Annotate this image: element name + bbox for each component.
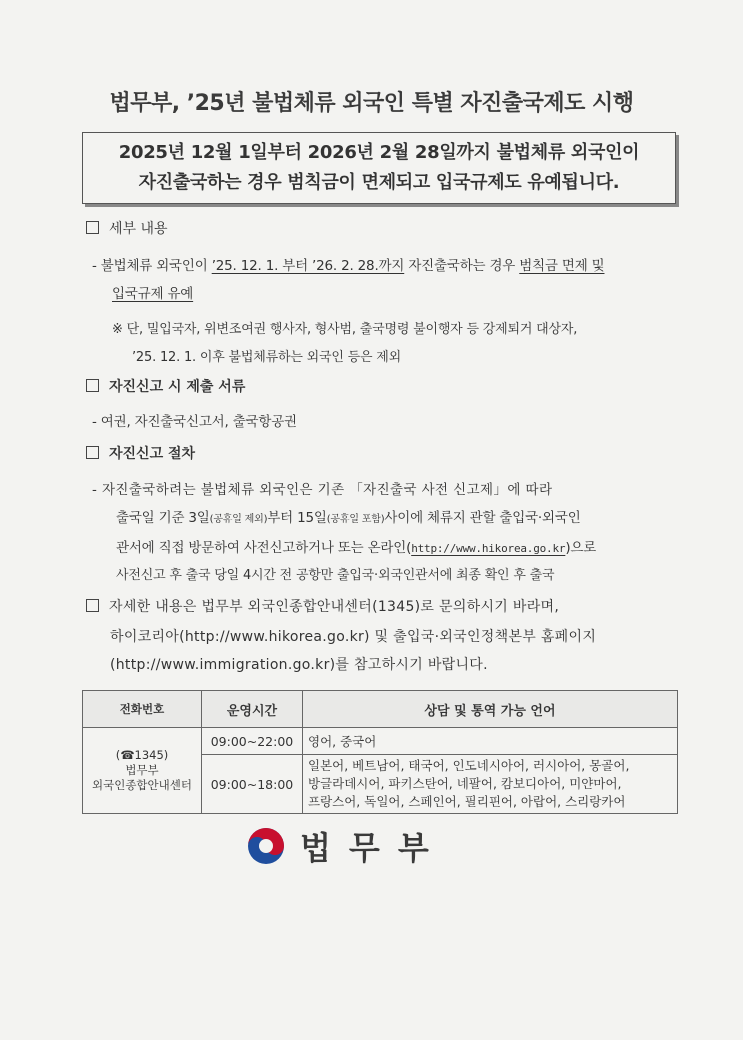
procedure-text: 사이에 체류지 관할 출입국·외국인 [384, 510, 581, 526]
section-heading-text: 자진신고 시 제출 서류 [109, 379, 246, 395]
section-details-heading [86, 218, 168, 238]
header-hours: 운영시간 [202, 691, 303, 728]
procedure-note: (공휴일 제외) [209, 514, 268, 525]
details-benefit-1: 범칙금 면제 및 [519, 258, 605, 274]
summary-line-1: 2025년 12월 1일부터 2026년 2월 28일까지 불법체류 외국인이 [118, 142, 640, 163]
phone-cell [83, 728, 202, 814]
document-title: 법무부, ’25년 불법체류 외국인 특별 자진출국제도 시행 [109, 91, 634, 116]
contact-text: 자세한 내용은 법무부 외국인종합안내센터(1345)로 문의하시기 바라며, [109, 599, 560, 615]
details-note-2: ’25. 12. 1. 이후 불법체류하는 외국인 등은 제외 [132, 350, 401, 365]
summary-box [82, 132, 676, 204]
section-heading-text: 세부 내용 [109, 221, 168, 237]
hikorea-link[interactable]: http://www.hikorea.go.kr [411, 542, 566, 555]
languages-line: 프랑스어, 독일어, 스페인어, 필리핀어, 아랍어, 스리랑카어 [308, 794, 626, 809]
procedure-text: 관서에 직접 방문하여 사전신고하거나 또는 온라인( [116, 540, 412, 556]
table-row [83, 728, 678, 755]
header-languages: 상담 및 통역 가능 언어 [303, 691, 678, 728]
languages-cell [303, 755, 678, 814]
details-item [92, 254, 604, 274]
details-note-1: ※ 단, 밀입국자, 위변조여권 행사자, 형사범, 출국명령 불이행자 등 강제퇴거 대상자, [112, 322, 578, 337]
procedure-line-2 [116, 506, 581, 526]
hours-cell: 09:00~22:00 [202, 728, 303, 755]
contact-line-1 [86, 596, 559, 616]
table-header-row [83, 691, 678, 728]
contact-line-3: (http://www.immigration.go.kr)를 참고하시기 바랍니다. [110, 657, 488, 673]
checkbox-square-icon [86, 379, 99, 392]
procedure-line-3 [116, 536, 596, 556]
languages-cell: 영어, 중국어 [303, 728, 678, 755]
details-period: ’25. 12. 1. 부터 ’26. 2. 28.까지 [211, 258, 405, 274]
details-item-continued [112, 282, 193, 302]
checkbox-square-icon [86, 221, 99, 234]
contact-line-2: 하이코리아(http://www.hikorea.go.kr) 및 출입국·외국인정책본부 홈페이지 [110, 629, 597, 645]
taegeuk-logo-icon [246, 826, 286, 866]
section-documents-heading [86, 376, 245, 396]
procedure-line-4: 사전신고 후 출국 당일 4시간 전 공항만 출입국·외국인관서에 최종 확인 후 출국 [116, 568, 555, 583]
phone-org: 법무부 [125, 763, 159, 777]
procedure-text: )으로 [565, 540, 597, 556]
contact-center-table [82, 690, 678, 814]
section-procedure-heading [86, 443, 195, 463]
checkbox-square-icon [86, 599, 99, 612]
procedure-note: (공휴일 포함) [326, 514, 385, 525]
phone-center: 외국인종합안내센터 [92, 778, 192, 792]
languages-line: 일본어, 베트남어, 태국어, 인도네시아어, 러시아어, 몽골어, [308, 758, 630, 773]
summary-line-2: 자진출국하는 경우 범칙금이 면제되고 입국규제도 유예됩니다. [138, 172, 620, 193]
procedure-text: 부터 15일 [267, 510, 327, 526]
procedure-text: 출국일 기준 3일 [116, 510, 210, 526]
details-benefit-2: 입국규제 유예 [112, 286, 194, 302]
languages-line: 방글라데시어, 파키스탄어, 네팔어, 캄보디아어, 미얀마어, [308, 776, 622, 791]
header-phone: 전화번호 [83, 691, 202, 728]
phone-number: (☎1345) [115, 748, 169, 762]
procedure-line-1: - 자진출국하려는 불법체류 외국인은 기존 「자진출국 사전 신고제」에 따라 [92, 482, 553, 498]
section-heading-text: 자진신고 절차 [109, 446, 196, 462]
checkbox-square-icon [86, 446, 99, 459]
hours-cell: 09:00~18:00 [202, 755, 303, 814]
details-middle: 자진출국하는 경우 [404, 258, 520, 274]
details-prefix: - 불법체류 외국인이 [92, 258, 212, 274]
ministry-logo-text: 법무부 [300, 829, 447, 867]
documents-item: - 여권, 자진출국신고서, 출국항공권 [92, 414, 297, 430]
